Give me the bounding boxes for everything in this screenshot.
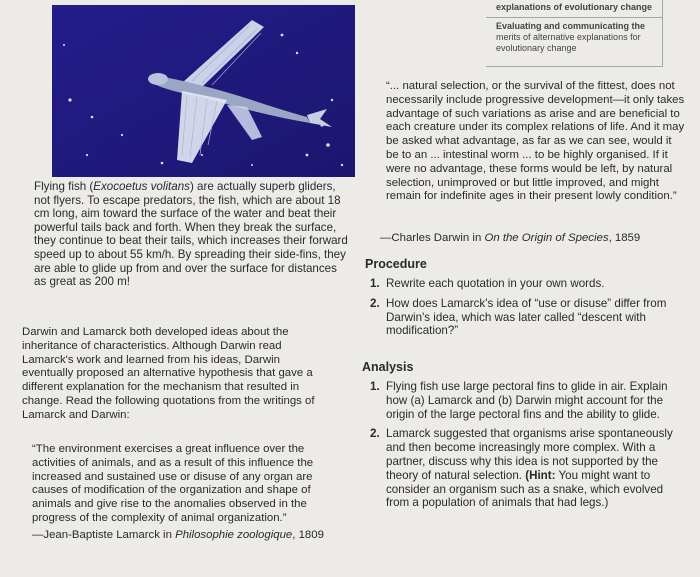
darwin-cite-post: , 1859 (608, 232, 641, 244)
hint-text: You might want to consider an organism such as a snake, which evolved from a population of animals that had legs.) (386, 468, 664, 510)
lamarck-citation (32, 529, 334, 543)
learning-goal-bold: Evaluating and communicating the (496, 21, 646, 31)
procedure-item-text: Rewrite each quotation in your own words. (386, 277, 605, 290)
caption-post: ) are actually superb gliders, not flyers. To escape predators, the fish, which are about 18 cm long, aim toward the surface of the water and beat their powerful tails back and forth. When they break the surface, they continue to beat their tails, which increases their forward speed up to about 55 km/h. By spreading their side-fins, they are able to glide up from and over the surface for distances as great as 200 m! (34, 180, 348, 289)
procedure-item-number: 2. (370, 296, 380, 310)
lamarck-cite-post: , 1809 (292, 528, 324, 541)
hint-label: (Hint: (525, 468, 556, 482)
procedure-heading: Procedure (365, 257, 427, 271)
procedure-item-text: How does Lamarck's idea of “use or disuse” differ from Darwin's idea, which was later called “descent with modification?” (386, 296, 667, 338)
procedure-item-number: 1. (370, 277, 380, 290)
analysis-item (370, 380, 686, 421)
analysis-item (370, 427, 686, 510)
procedure-list (370, 277, 682, 344)
lamarck-cite-title: Philosophie zoologique (175, 528, 293, 541)
caption-species: Exocoetus volitans (93, 180, 190, 193)
darwin-cite-pre: —Charles Darwin in (380, 232, 485, 244)
darwin-quote-block (386, 80, 686, 204)
analysis-item-text: Flying fish use large pectoral fins to glide in air. Explain how (a) Lamarck and (b) Darwin might account for the origin of the large pectoral fins and the ability to glide. (386, 380, 668, 421)
analysis-item-number: 1. (370, 380, 380, 393)
flying-fish-illustration (52, 5, 355, 177)
procedure-item (370, 277, 682, 291)
analysis-list (370, 380, 686, 516)
analysis-item-number: 2. (370, 427, 380, 441)
darwin-cite-title: On the Origin of Species (484, 232, 609, 244)
lamarck-quote: “The environment exercises a great influence over the activities of animals, and as a result of this influence the increased and sustained use or disuse of any organ are causes of modification of the organization and shape of animals and give rise to the anomalies observed in the progress of the complexity of animal organization.” (32, 443, 314, 524)
intro-paragraph (22, 326, 334, 423)
darwin-quote: “... natural selection, or the survival of the fittest, does not necessarily include progressive development—it only takes advantage of such variations as arise and are beneficial to each creature under its complex relations of life. And it may be asked what advantage, as far as we can see, would it be to an ... intestinal worm ... to be highly organised. If it were no advantage, these forms would be left, by natural selection, unimproved or but little improved, and might remain for indefinite ages in their present lowly condition.” (386, 80, 685, 203)
intro-text: Darwin and Lamarck both developed ideas about the inheritance of characteristics. Although Darwin read Lamarck's work and learned from his ideas, Darwin eventually proposed an alternative hypothesis that gave a different explanation for the mechanism that resulted in change. Read the following quotations from the writings of Lamarck and Darwin: (22, 326, 315, 421)
darwin-citation (380, 232, 680, 246)
learning-goal-top: explanations of evolutionary change (486, 0, 662, 18)
procedure-item (370, 297, 682, 338)
analysis-item-text: Lamarck suggested that organisms arise spontaneously and then become increasingly more complex. With a partner, discuss why this idea is not supported by the theory of natural selection. (386, 427, 673, 482)
learning-goal-bottom (486, 18, 662, 54)
flying-fish-photo (52, 5, 355, 177)
caption-pre: Flying fish ( (34, 180, 94, 193)
learning-goal-rest: merits of alternative explanations for evolutionary change (496, 32, 641, 53)
learning-goals-box (486, 0, 663, 67)
analysis-heading: Analysis (362, 360, 414, 374)
photo-caption (34, 180, 350, 289)
lamarck-quote-block (32, 443, 334, 543)
lamarck-cite-pre: —Jean-Baptiste Lamarck in (32, 528, 176, 541)
